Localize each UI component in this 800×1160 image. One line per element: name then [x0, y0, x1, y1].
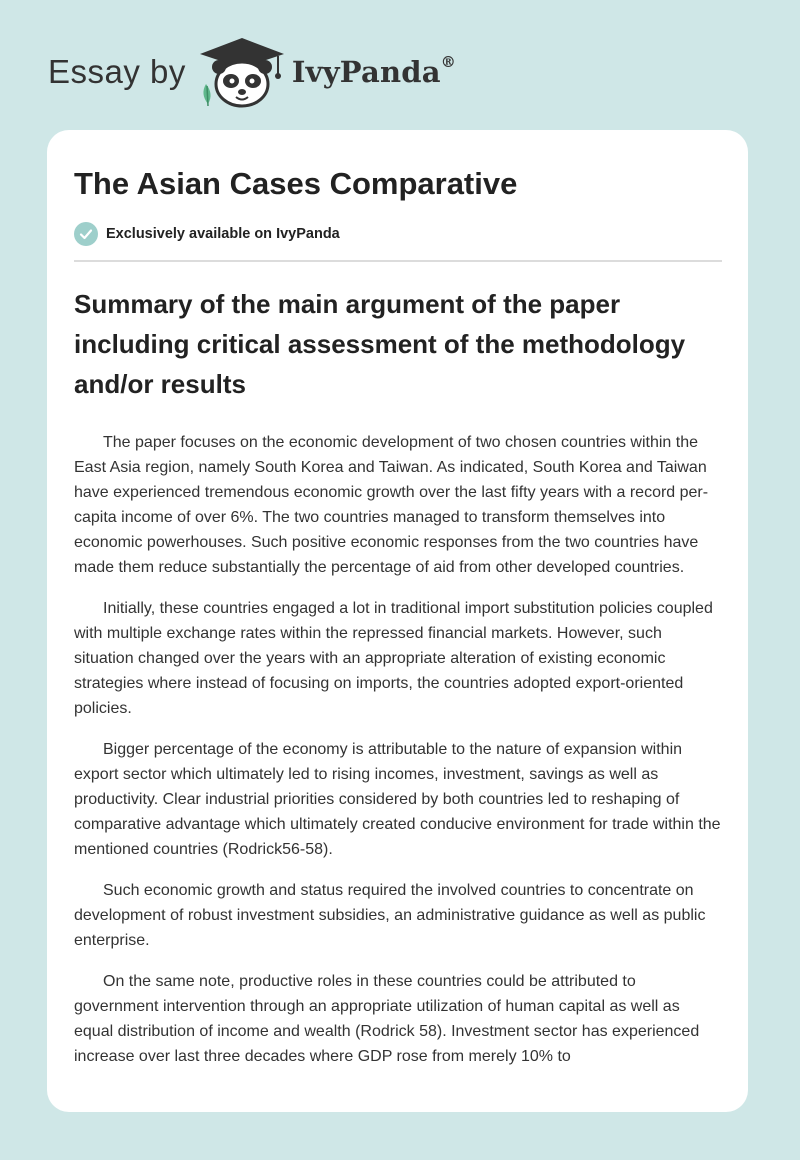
body-paragraph: On the same note, productive roles in these countries could be attributed to government intervention through an appropriate utilization of human capital as well as equal distribution of income and wealth (Rodrick 58). Investment sector has experienced increase over last three decades where GDP rose from merely 10% to: [74, 973, 700, 1065]
page-title: The Asian Cases Comparative: [74, 166, 518, 201]
essay-card: [47, 130, 748, 1112]
body-paragraph: Initially, these countries engaged a lot in traditional import substitution policies coupled with multiple exchange rates within the repressed financial markets. However, such situation changed over the years with an appropriate alteration of existing economic strategies where instead of focusing on imports, the countries adopted export-oriented policies.: [74, 600, 713, 717]
exclusive-badge: [74, 222, 722, 262]
body-paragraph: Bigger percentage of the economy is attributable to the nature of expansion within export sector which ultimately led to rising incomes, investment, savings as well as productivity. Clear industrial priorities considered by both countries led to reshaping of comparative advantage which ultimately created conducive environment for trade within the mentioned countries (Rodrick56-58).: [74, 741, 721, 858]
panda-logo-icon: [198, 34, 286, 110]
brand-name: IvyPanda®: [291, 53, 456, 89]
brand-prefix: Essay by: [48, 53, 186, 90]
body-paragraph: Such economic growth and status required the involved countries to concentrate on development of robust investment subsidies, an administrative guidance as well as public enterprise.: [74, 882, 706, 949]
check-icon: [74, 222, 98, 246]
exclusive-label: Exclusively available on IvyPanda: [106, 226, 340, 242]
section-heading: Summary of the main argument of the paper including critical assessment of the methodology and/or results: [74, 289, 686, 399]
brand-logo[interactable]: [48, 34, 456, 110]
body-paragraph: The paper focuses on the economic development of two chosen countries within the East Asia region, namely South Korea and Taiwan. As indicated, South Korea and Taiwan have experienced tremendous economic growth over the last fifty years with a record per-capita income of over 6%. The two countries managed to transform themselves into economic powerhouses. Such positive economic responses from the two countries have made them reduce substantially the percentage of aid from other developed countries.: [74, 434, 709, 576]
